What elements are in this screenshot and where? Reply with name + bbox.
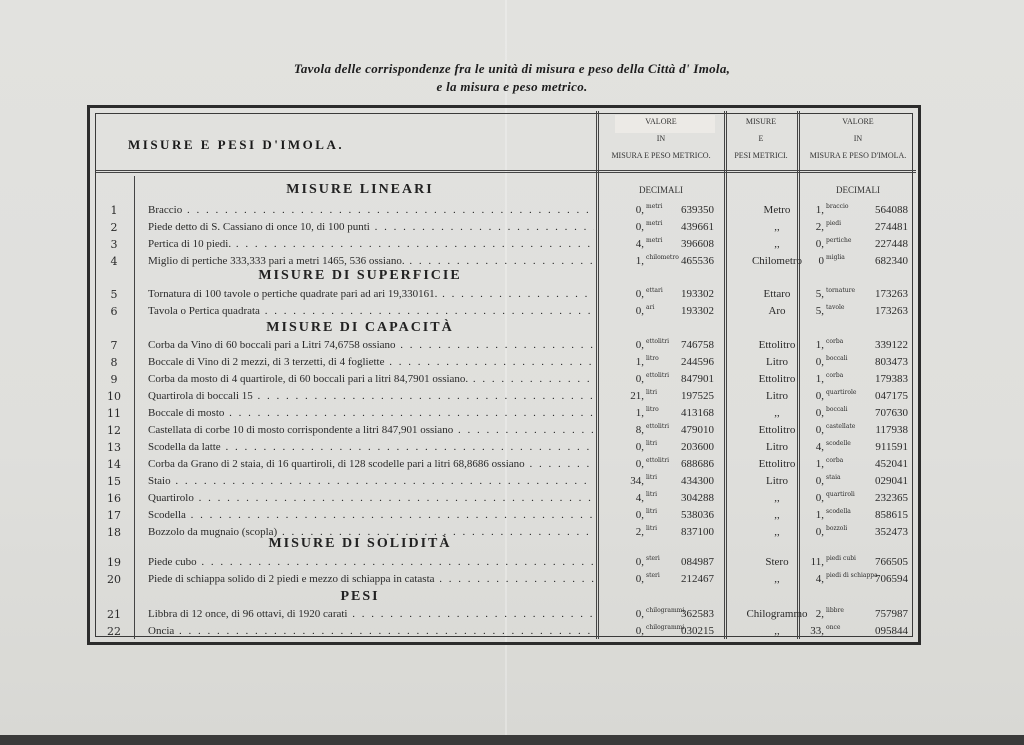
metric-unit-name: Stero	[765, 556, 789, 568]
row-number: 19	[107, 556, 121, 569]
row-number: 21	[107, 608, 121, 621]
imola-value-unit: miglia	[826, 254, 845, 261]
row-number: 11	[107, 407, 121, 420]
imola-value-integer: 11,	[810, 556, 824, 568]
metric-unit-name: Litro	[766, 390, 788, 402]
table-row	[96, 439, 916, 456]
imola-value-decimals: 173263	[875, 288, 908, 300]
table-row	[96, 507, 916, 524]
metric-value-integer: 4,	[635, 492, 644, 504]
imola-value-integer: 0	[818, 255, 824, 267]
metric-value-integer: 0,	[635, 608, 644, 620]
imola-value-decimals: 339122	[875, 339, 908, 351]
row-number: 12	[107, 424, 121, 437]
metric-unit-name: Ettolitro	[758, 373, 796, 385]
metric-value-integer: 0,	[635, 625, 644, 637]
row-description: Scodella . . .	[148, 507, 594, 524]
imola-value-integer: 0,	[815, 238, 824, 250]
metric-value-unit: litri	[646, 440, 658, 447]
imola-value-decimals: 047175	[875, 390, 908, 402]
row-description: Bozzolo da mugnaio (scopla) . . .	[148, 524, 594, 541]
metric-value-decimals: 084987	[681, 556, 714, 568]
imola-value-integer: 1,	[815, 204, 824, 216]
metric-value-unit: chilometro	[646, 254, 679, 261]
metric-unit-name: ,,	[774, 492, 780, 504]
imola-value-integer: 0,	[815, 390, 824, 402]
col1-line3: MISURA E PESO METRICO.	[611, 151, 711, 160]
metric-value-integer: 1,	[635, 407, 644, 419]
table-title: MISURE E PESI D'IMOLA.	[128, 137, 345, 152]
imola-value-integer: 0,	[815, 526, 824, 538]
metric-value-unit: litri	[646, 525, 658, 532]
row-description: Oncia . . .	[148, 623, 594, 640]
table-row	[96, 571, 916, 588]
metric-value-unit: chilogrammi	[646, 624, 685, 631]
metric-value-unit: steri	[646, 555, 660, 562]
imola-value-integer: 1,	[815, 458, 824, 470]
row-number: 7	[110, 339, 118, 352]
imola-value-unit: tornature	[826, 287, 856, 294]
metric-unit-name: ,,	[774, 221, 780, 233]
row-number: 18	[107, 526, 121, 539]
table-row	[96, 524, 916, 541]
imola-value-integer: 1,	[815, 373, 824, 385]
imola-value-unit: scodelle	[826, 440, 851, 447]
imola-value-integer: 5,	[815, 288, 824, 300]
table-row	[96, 286, 916, 303]
metric-unit-name: Ettolitro	[758, 424, 796, 436]
metric-value-integer: 4,	[635, 238, 644, 250]
imola-value-integer: 5,	[815, 305, 824, 317]
table-row	[96, 371, 916, 388]
imola-value-unit: corba	[826, 457, 844, 464]
row-number: 9	[110, 373, 118, 386]
metric-value-decimals: 193302	[681, 288, 714, 300]
metric-value-integer: 34,	[630, 475, 644, 487]
row-description: Corba da Grano di 2 staia, di 16 quartiroli, di 128 scodelle pari a litri 68,8686 ossiano . . .	[148, 456, 594, 473]
metric-unit-name: Litro	[766, 475, 788, 487]
metric-unit-name: ,,	[774, 573, 780, 585]
col2-line1: MISURE	[745, 117, 777, 126]
col1-line2: IN	[656, 134, 666, 143]
metric-value-unit: steri	[646, 572, 660, 579]
metric-value-integer: 1,	[635, 356, 644, 368]
metric-value-integer: 21,	[630, 390, 644, 402]
metric-unit-name: ,,	[774, 509, 780, 521]
row-description: Piede detto di S. Cassiano di once 10, di 100 punti . . .	[148, 219, 594, 236]
row-number: 17	[107, 509, 121, 522]
row-number: 8	[110, 356, 118, 369]
imola-value-unit: pertiche	[826, 237, 852, 244]
row-number: 6	[110, 305, 118, 318]
table-row	[96, 606, 916, 623]
imola-value-unit: libbre	[826, 607, 844, 614]
imola-value-unit: braccio	[826, 203, 849, 210]
metric-value-integer: 0,	[635, 305, 644, 317]
imola-value-integer: 1,	[815, 509, 824, 521]
imola-value-unit: piedi di schiappa	[826, 572, 878, 579]
metric-value-unit: ettolitri	[646, 457, 670, 464]
metric-value-integer: 0,	[635, 573, 644, 585]
imola-value-decimals: 803473	[875, 356, 908, 368]
metric-value-decimals: 413168	[681, 407, 714, 419]
row-number: 3	[110, 238, 118, 251]
row-description: Castellata di corbe 10 di mosto corrispondente a litri 847,901 ossiano . . .	[148, 422, 594, 439]
column-header-value-metric	[600, 113, 722, 164]
metric-value-unit: litri	[646, 491, 658, 498]
document-heading: Tavola delle corrispondenze fra le unità di misura e peso della Città d' Imola,	[293, 61, 731, 76]
metric-value-decimals: 688686	[681, 458, 714, 470]
row-description: Piede di schiappa solido di 2 piedi e mezzo di schiappa in catasta . . .	[148, 571, 594, 588]
metric-value-decimals: 030215	[681, 625, 714, 637]
metric-value-decimals: 304288	[681, 492, 714, 504]
imola-value-decimals: 564088	[875, 204, 908, 216]
metric-value-decimals: 434300	[681, 475, 714, 487]
metric-value-decimals: 212467	[681, 573, 714, 585]
imola-value-decimals: 274481	[875, 221, 908, 233]
table-row	[96, 422, 916, 439]
table-row	[96, 202, 916, 219]
metric-value-decimals: 847901	[681, 373, 714, 385]
imola-value-unit: boccali	[826, 406, 848, 413]
metric-value-decimals: 362583	[681, 608, 714, 620]
row-description: Boccale di mosto . . .	[148, 405, 594, 422]
metric-unit-name: Litro	[766, 441, 788, 453]
imola-value-unit: piedi cubi	[826, 555, 856, 562]
row-number: 22	[107, 625, 121, 638]
row-number: 14	[107, 458, 121, 471]
row-number: 1	[110, 204, 118, 217]
imola-value-decimals: 029041	[875, 475, 908, 487]
row-number: 15	[107, 475, 121, 488]
imola-value-integer: 0,	[815, 492, 824, 504]
metric-value-decimals: 197525	[681, 390, 714, 402]
metric-value-unit: litri	[646, 389, 658, 396]
metric-value-integer: 0,	[635, 288, 644, 300]
imola-value-unit: corba	[826, 372, 844, 379]
imola-value-integer: 0,	[815, 407, 824, 419]
metric-unit-name: Chilometro	[751, 255, 803, 267]
row-description: Libbra di 12 once, di 96 ottavi, di 1920 carati . . .	[148, 606, 594, 623]
imola-value-decimals: 911591	[875, 441, 908, 453]
col1-line1: VALORE	[645, 117, 677, 126]
section-heading: MISURE LINEARI	[286, 182, 434, 197]
row-description: Staio . . .	[148, 473, 594, 490]
table-row	[96, 623, 916, 640]
header-rule	[96, 170, 916, 173]
metric-value-unit: metri	[646, 220, 663, 227]
decimali-label-1: DECIMALI	[639, 185, 683, 195]
metric-value-unit: ettolitri	[646, 423, 670, 430]
row-number: 13	[107, 441, 121, 454]
imola-value-integer: 2,	[815, 608, 824, 620]
row-number: 20	[107, 573, 121, 586]
metric-value-integer: 0,	[635, 339, 644, 351]
row-description: Quartirola di boccali 15 . . .	[148, 388, 594, 405]
row-number: 2	[110, 221, 118, 234]
col3-line3: MISURA E PESO D'IMOLA.	[809, 151, 907, 160]
metric-value-unit: metri	[646, 237, 663, 244]
imola-value-unit: bozzoli	[826, 525, 848, 532]
row-description: Quartirolo . . .	[148, 490, 594, 507]
metric-value-decimals: 396608	[681, 238, 714, 250]
metric-value-decimals: 193302	[681, 305, 714, 317]
metric-value-integer: 1,	[635, 255, 644, 267]
section-heading: MISURE DI CAPACITÀ	[266, 320, 454, 335]
imola-value-decimals: 232365	[875, 492, 908, 504]
metric-unit-name: Metro	[763, 204, 791, 216]
imola-value-integer: 33,	[810, 625, 824, 637]
table-row	[96, 473, 916, 490]
metric-value-unit: metri	[646, 203, 663, 210]
metric-unit-name: Aro	[768, 305, 786, 317]
row-description: Tornatura di 100 tavole o pertiche quadrate pari ad ari 19,330161. . . .	[148, 286, 594, 303]
imola-value-unit: corba	[826, 338, 844, 345]
imola-value-unit: quartiroli	[826, 491, 855, 498]
row-description: Corba da Vino di 60 boccali pari a Litri 74,6758 ossiano . . .	[148, 337, 594, 354]
scan-bottom-edge	[0, 735, 1024, 745]
metric-unit-name: ,,	[774, 625, 780, 637]
metric-value-integer: 0,	[635, 204, 644, 216]
col2-line2: E	[758, 134, 764, 143]
imola-value-decimals: 707630	[875, 407, 908, 419]
table-row	[96, 490, 916, 507]
table-row	[96, 388, 916, 405]
row-description: Miglio di pertiche 333,333 pari a metri 1465, 536 ossiano. . . .	[148, 253, 594, 270]
imola-value-decimals: 095844	[875, 625, 908, 637]
imola-value-integer: 1,	[815, 339, 824, 351]
metric-value-unit: litri	[646, 474, 658, 481]
imola-value-decimals: 452041	[875, 458, 908, 470]
metric-value-unit: ettari	[646, 287, 663, 294]
metric-value-decimals: 439661	[681, 221, 714, 233]
imola-value-decimals: 117938	[875, 424, 908, 436]
metric-value-unit: chilogrammi	[646, 607, 685, 614]
metric-unit-name: Litro	[766, 356, 788, 368]
metric-value-decimals: 465536	[681, 255, 714, 267]
metric-value-integer: 0,	[635, 458, 644, 470]
row-number: 10	[107, 390, 121, 403]
row-description: Boccale di Vino di 2 mezzi, di 3 terzetti, di 4 fogliette . . .	[148, 354, 594, 371]
metric-value-decimals: 244596	[681, 356, 714, 368]
imola-value-decimals: 766505	[875, 556, 908, 568]
imola-value-decimals: 682340	[875, 255, 908, 267]
row-description: Scodella da latte . . .	[148, 439, 594, 456]
imola-value-unit: tavole	[826, 304, 845, 311]
metric-value-unit: ari	[646, 304, 655, 311]
table-row	[96, 337, 916, 354]
imola-value-unit: piedi	[826, 220, 842, 227]
metric-value-integer: 0,	[635, 441, 644, 453]
column-header-value-imola	[800, 113, 916, 164]
table-row	[96, 253, 916, 270]
section-heading: MISURE DI SUPERFICIE	[258, 268, 462, 283]
metric-value-decimals: 837100	[681, 526, 714, 538]
metric-value-unit: ettolitri	[646, 372, 670, 379]
section-heading: PESI	[340, 589, 380, 604]
imola-value-unit: staia	[826, 474, 841, 481]
imola-value-decimals: 352473	[875, 526, 908, 538]
table-row	[96, 554, 916, 571]
col2-line3: PESI METRICI.	[734, 151, 788, 160]
imola-value-decimals: 757987	[875, 608, 908, 620]
row-number: 16	[107, 492, 121, 505]
metric-value-decimals: 538036	[681, 509, 714, 521]
table-row	[96, 236, 916, 253]
metric-unit-name: ,,	[774, 407, 780, 419]
imola-value-integer: 0,	[815, 424, 824, 436]
imola-value-integer: 4,	[815, 441, 824, 453]
metric-unit-name: Ettaro	[763, 288, 791, 300]
metric-unit-name: Ettolitro	[758, 339, 796, 351]
metric-value-unit: litro	[646, 406, 659, 413]
imola-value-decimals: 706594	[875, 573, 908, 585]
row-description: Pertica di 10 piedi. . . .	[148, 236, 594, 253]
imola-value-unit: once	[826, 624, 841, 631]
imola-value-integer: 0,	[815, 475, 824, 487]
metric-value-unit: litri	[646, 508, 658, 515]
imola-value-decimals: 858615	[875, 509, 908, 521]
table-row	[96, 303, 916, 320]
metric-value-integer: 8,	[635, 424, 644, 436]
imola-value-unit: scodella	[826, 508, 851, 515]
table-row	[96, 456, 916, 473]
col3-line2: IN	[853, 134, 863, 143]
metric-value-unit: ettolitri	[646, 338, 670, 345]
imola-value-unit: boccali	[826, 355, 848, 362]
imola-value-decimals: 227448	[875, 238, 908, 250]
section-heading: MISURE DI SOLIDITÀ	[268, 536, 452, 551]
col3-line1: VALORE	[842, 117, 874, 126]
metric-value-decimals: 639350	[681, 204, 714, 216]
table-row	[96, 219, 916, 236]
row-description: Tavola o Pertica quadrata . . .	[148, 303, 594, 320]
row-description: Piede cubo . . .	[148, 554, 594, 571]
metric-value-decimals: 746758	[681, 339, 714, 351]
imola-value-integer: 4,	[815, 573, 824, 585]
row-description: Corba da mosto di 4 quartirole, di 60 boccali pari a litri 84,7901 ossiano. . . .	[148, 371, 594, 388]
table-row	[96, 354, 916, 371]
imola-value-unit: castellate	[826, 423, 856, 430]
imola-value-integer: 2,	[815, 221, 824, 233]
metric-value-integer: 0,	[635, 221, 644, 233]
metric-unit-name: ,,	[774, 526, 780, 538]
metric-value-integer: 0,	[635, 509, 644, 521]
metric-unit-name: Ettolitro	[758, 458, 796, 470]
metric-unit-name: Chilogrammo	[746, 608, 808, 620]
row-number: 5	[110, 288, 118, 301]
row-description: Braccio . . .	[148, 202, 594, 219]
decimali-label-2: DECIMALI	[836, 185, 880, 195]
metric-value-decimals: 203600	[681, 441, 714, 453]
imola-value-decimals: 179383	[875, 373, 908, 385]
document-subheading: e la misura e peso metrico.	[436, 79, 588, 94]
metric-value-unit: litro	[646, 355, 659, 362]
table-row	[96, 405, 916, 422]
metric-unit-name: ,,	[774, 238, 780, 250]
imola-value-decimals: 173263	[875, 305, 908, 317]
column-header-metric-units	[727, 113, 795, 164]
imola-value-integer: 0,	[815, 356, 824, 368]
metric-value-integer: 2,	[635, 526, 644, 538]
metric-value-integer: 0,	[635, 556, 644, 568]
imola-value-unit: quartirole	[826, 389, 857, 396]
row-number: 4	[110, 255, 118, 268]
metric-value-integer: 0,	[635, 373, 644, 385]
metric-value-decimals: 479010	[681, 424, 714, 436]
